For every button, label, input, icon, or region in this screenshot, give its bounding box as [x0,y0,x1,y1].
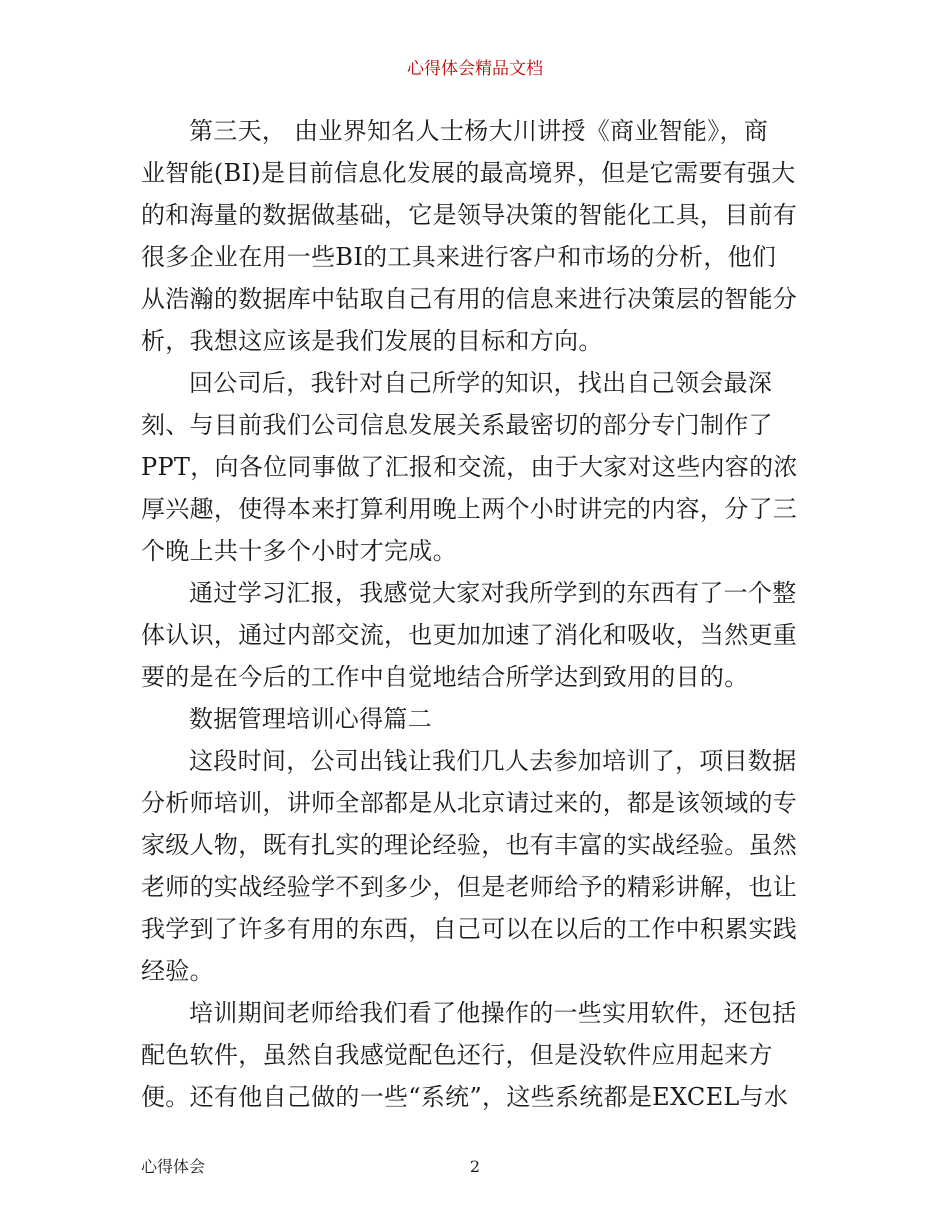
text-line: 回公司后，我针对自己所学的知识，找出自己领会最深 [189,369,773,397]
text-line: 这段时间，公司出钱让我们几人去参加培训了，项目数据 [189,747,797,775]
text-line: PPT，向各位同事做了汇报和交流，由于大家对这些内容的浓 [141,453,798,481]
section-heading [141,698,813,740]
text-line: 配色软件，虽然自我感觉配色还行，但是没软件应用起来方 [141,1041,773,1069]
page-header-title: 心得体会精品文档 [407,59,543,79]
paragraph [141,572,813,698]
text-line: 通过学习汇报，我感觉大家对我所学到的东西有了一个整 [189,579,797,607]
text-line: 很多企业在用一些BI的工具来进行客户和市场的分析，他们 [141,243,777,271]
text-line: 便。还有他自己做的一些“系统”，这些系统都是EXCEL与水 [141,1083,789,1111]
footer-label: 心得体会 [141,1157,206,1176]
text-line: 刻、与目前我们公司信息发展关系最密切的部分专门制作了 [141,411,773,439]
text-line: 经验。 [141,957,214,985]
text-line: 分析师培训，讲师全部都是从北京请过来的，都是该领域的专 [141,789,798,817]
text-line: 我学到了许多有用的东西，自己可以在以后的工作中积累实践 [141,915,798,943]
text-line: 要的是在今后的工作中自觉地结合所学达到致用的目的。 [141,663,749,691]
text-line: 从浩瀚的数据库中钻取自己有用的信息来进行决策层的智能分 [141,285,798,313]
text-line: 家级人物，既有扎实的理论经验，也有丰富的实战经验。虽然 [141,831,798,859]
text-line: 析，我想这应该是我们发展的目标和方向。 [141,327,603,355]
text-line: 的和海量的数据做基础，它是领导决策的智能化工具，目前有 [141,201,798,229]
text-line: 培训期间老师给我们看了他操作的一些实用软件，还包括 [189,999,797,1027]
paragraph [141,110,813,362]
paragraph [141,992,813,1118]
text-line: 体认识，通过内部交流，也更加加速了消化和吸收，当然更重 [141,621,798,649]
section-heading-text: 数据管理培训心得篇二 [189,705,432,733]
text-line: 第三天， 由业界知名人士杨大川讲授《商业智能》，商 [189,117,769,145]
text-line: 老师的实战经验学不到多少，但是老师给予的精彩讲解，也让 [141,873,798,901]
text-line: 厚兴趣，使得本来打算利用晚上两个小时讲完的内容，分了三 [141,495,798,523]
paragraph [141,740,813,992]
page-number: 2 [469,1157,481,1176]
document-body [141,110,813,1118]
text-line: 个晚上共十多个小时才完成。 [141,537,457,565]
text-line: 业智能(BI)是目前信息化发展的最高境界，但是它需要有强大 [141,159,796,187]
paragraph [141,362,813,572]
